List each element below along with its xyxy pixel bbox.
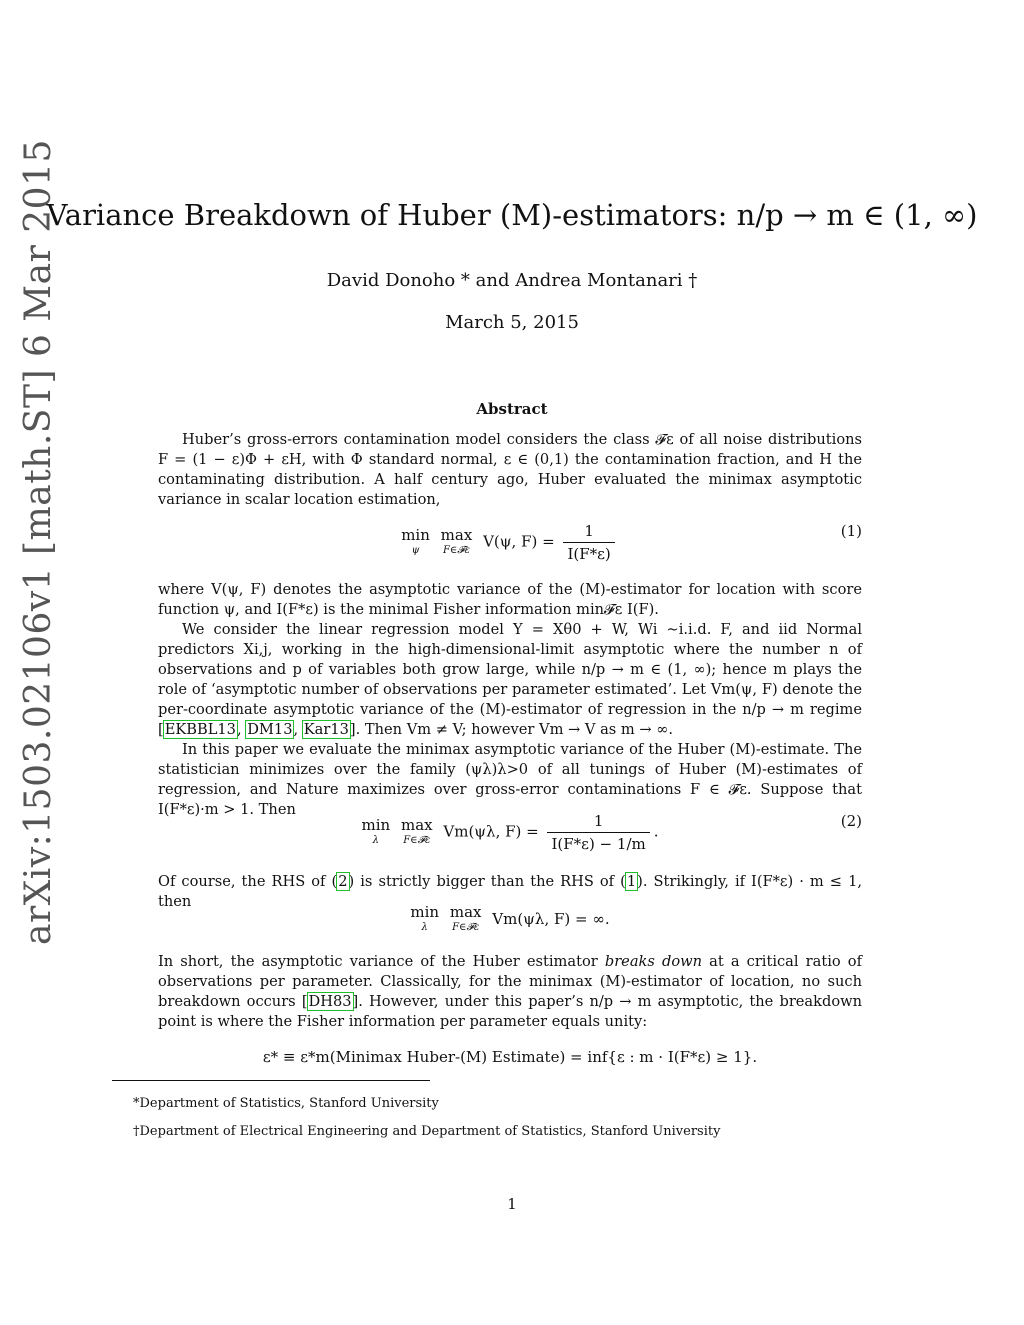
- citation-dm13[interactable]: DM13: [247, 721, 293, 738]
- citation-ekbbl13[interactable]: EKBBL13: [164, 721, 236, 738]
- page-number: 1: [507, 1195, 517, 1213]
- abstract-heading: Abstract: [476, 400, 548, 418]
- abstract-paragraph-1: Huber’s gross-errors contamination model considers the class 𝓕ε of all noise distributions F = (1 − ε)Φ + εH, with Φ standard normal, ε ∈ (0,1) the contamination fraction, and H the contaminating distribution. A half century ago, Huber evaluated the minimax asymptotic variance in scalar location estimation,: [158, 431, 862, 508]
- equation-4: ε* ≡ ε*m(Minimax Huber-(M) Estimate) = inf{ε : m · I(F*ε) ≥ 1}.: [262, 1048, 758, 1066]
- abstract-paragraph-5: Of course, the RHS of (2) is strictly bigger than the RHS of (1). Strikingly, if I(F*ε) · m ≤ 1, then: [158, 873, 862, 910]
- abstract-paragraph-3: We consider the linear regression model Y = Xθ0 + W, Wi ∼i.i.d. F, and iid Normal predictors Xi,j, working in the high-dimensional-limit asymptotic where the number n of observations and p of variables both grow large, while n/p → m ∈ (1, ∞); hence m plays the role of ‘asymptotic number of observations per parameter estimated’. Let Vm(ψ, F) denote the per-coordinate asymptotic variance of the (M)-estimator of regression in the n/p → m regime [EKBBL13, DM13, Kar13]. Then Vm ≠ V; however Vm → V as m → ∞.: [158, 621, 862, 738]
- abstract-paragraph-6: In short, the asymptotic variance of the Huber estimator breaks down at a critical ratio of observations per parameter. Classically, for the minimax (M)-estimator of location, no such breakdown occurs [DH83]. However, under this paper’s n/p → m asymptotic, the breakdown point is where the Fisher information per parameter equals unity:: [158, 953, 862, 1030]
- footnote-2: †Department of Electrical Engineering and Department of Statistics, Stanford University: [133, 1124, 721, 1139]
- equation-1-reference[interactable]: 1: [626, 873, 637, 890]
- paper-authors: David Donoho * and Andrea Montanari †: [326, 270, 698, 291]
- abstract-paragraph-4: In this paper we evaluate the minimax asymptotic variance of the Huber (M)-estimate. The statistician minimizes over the family (ψλ)λ>0 of all tunings of Huber (M)-estimates of regression, and Nature maximizes over gross-error contaminations F ∈ 𝓕ε. Suppose that I(F*ε)·m > 1. Then: [158, 741, 862, 818]
- equation-2-number: (2): [840, 812, 862, 830]
- equation-3: min λ max F∈𝓕ε Vm(ψλ, F) = ∞.: [410, 903, 610, 933]
- citation-dh83[interactable]: DH83: [308, 993, 352, 1010]
- equation-1-number: (1): [840, 522, 862, 540]
- paper-title: Variance Breakdown of Huber (M)-estimators: n/p → m ∈ (1, ∞): [46, 198, 978, 232]
- citation-kar13[interactable]: Kar13: [303, 721, 349, 738]
- equation-2-reference[interactable]: 2: [338, 873, 348, 890]
- paper-date: March 5, 2015: [445, 312, 579, 333]
- footnote-1: *Department of Statistics, Stanford University: [133, 1096, 439, 1111]
- equation-1: min ψ max F∈𝓕ε V(ψ, F) = $\frac{1}{I(F*\varepsilon)}$ (1): [401, 522, 862, 563]
- abstract-paragraph-2: where V(ψ, F) denotes the asymptotic variance of the (M)-estimator for location with score function ψ, and I(F*ε) is the minimal Fisher information min𝓕ε I(F).: [158, 581, 862, 618]
- arxiv-stamp: arXiv:1503.02106v1 [math.ST] 6 Mar 2015: [18, 139, 59, 945]
- equation-2: min λ max F∈𝓕ε Vm(ψλ, F) = $\frac{1}{I(F*\varepsilon) - 1/m}$ . (2): [361, 812, 862, 853]
- footnote-rule: [112, 1080, 430, 1081]
